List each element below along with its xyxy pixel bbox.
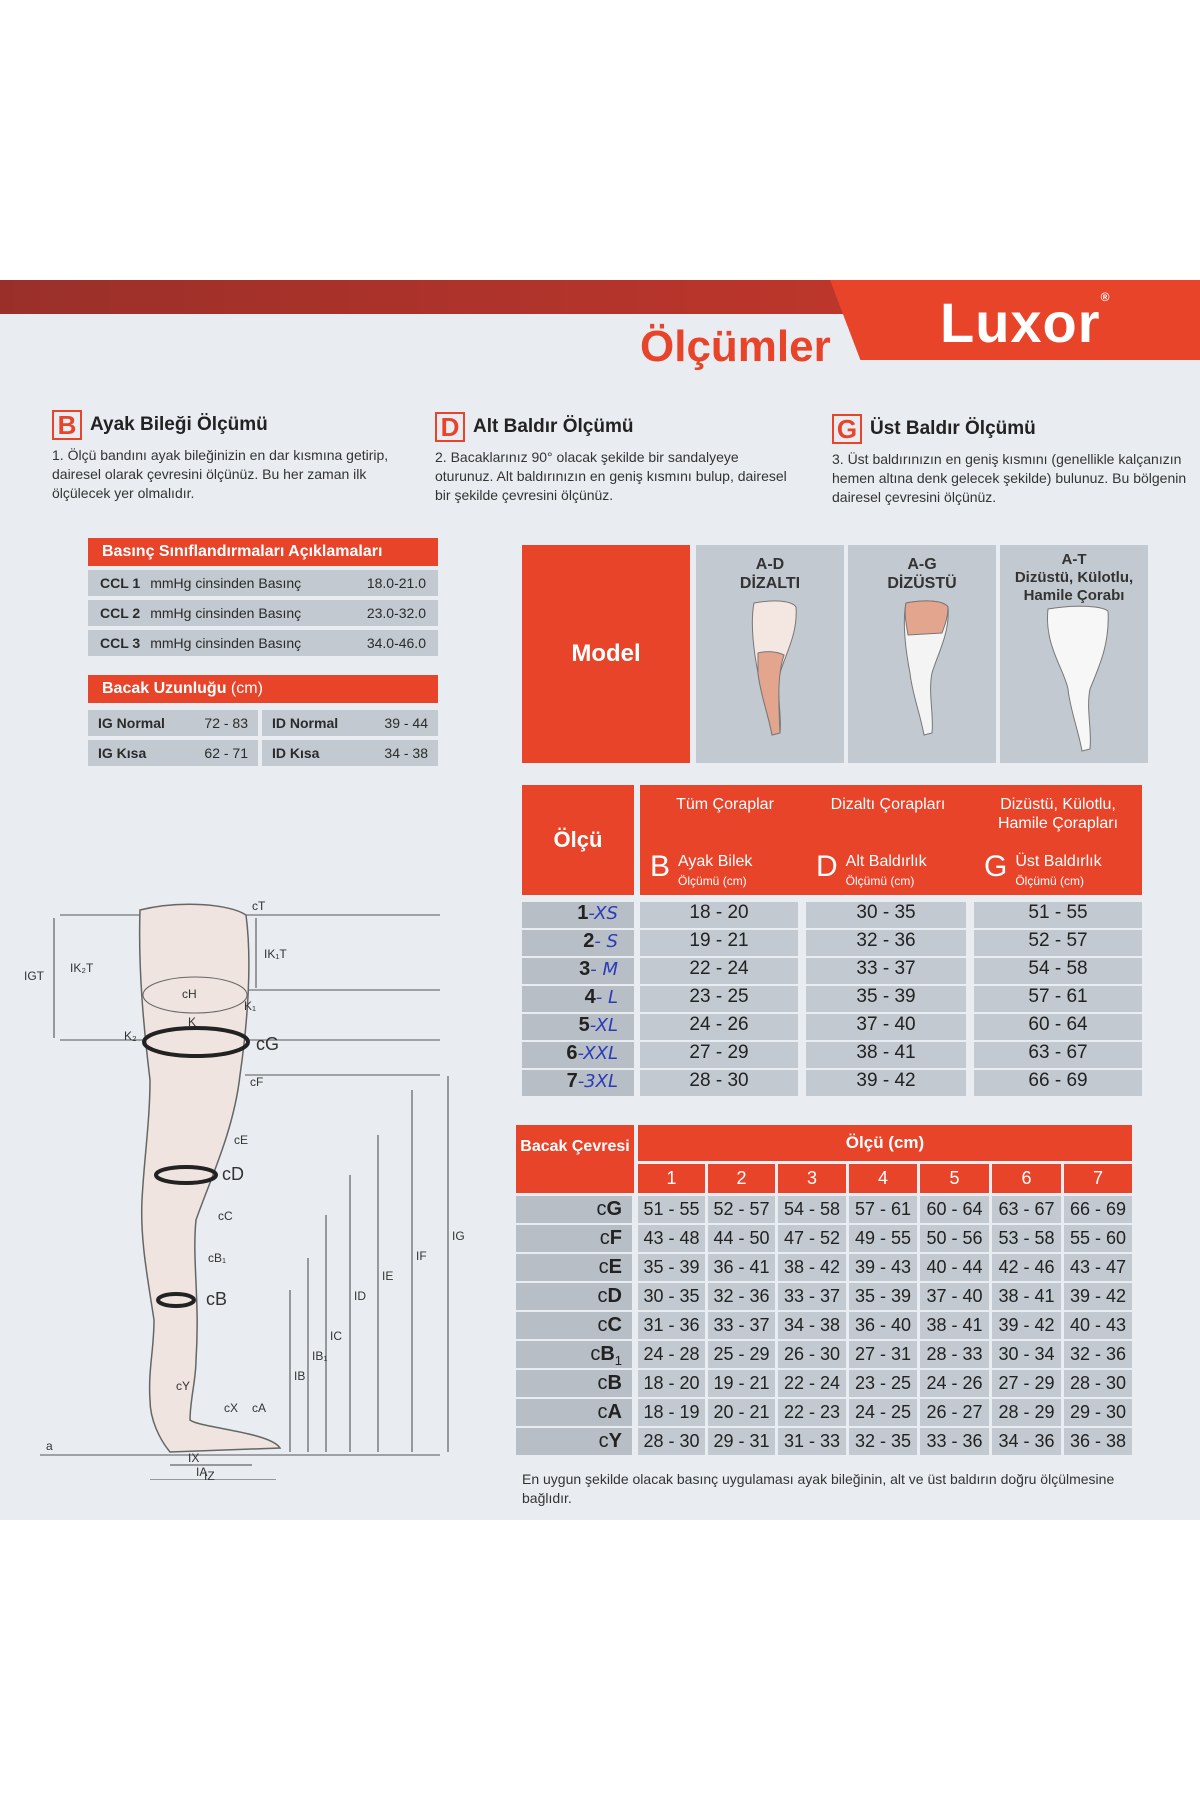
section-ankle [52,410,412,503]
circ-cell: 57 - 61 [849,1196,917,1223]
section-letter: B [52,410,82,440]
circ-row-label: cA [516,1399,632,1426]
circ-cell: 42 - 46 [992,1254,1061,1281]
model-card-ag: A-G DİZÜSTÜ [848,545,996,763]
circ-cell: 28 - 30 [638,1428,705,1455]
section-heading: Üst Baldır Ölçümü [870,418,1036,439]
circ-size-2: 2 [705,1161,775,1193]
svg-text:cB: cB [206,1289,228,1309]
svg-text:cE: cE [234,1133,249,1147]
size-cell: 37 - 40 [806,1014,966,1040]
circ-cell: 27 - 29 [992,1370,1061,1397]
circ-cell: 34 - 38 [778,1312,846,1339]
circ-cell: 22 - 23 [778,1399,846,1426]
size-cell: 39 - 42 [806,1070,966,1096]
size-cell: 35 - 39 [806,986,966,1012]
svg-text:IA: IA [196,1465,208,1479]
knee-stocking-icon [696,593,844,743]
size-label: 3- M [522,958,634,984]
circ-cell: 54 - 58 [778,1196,846,1223]
leg-measurement-diagram [20,880,480,1480]
circ-row-label: cE [516,1254,632,1281]
section-text: 3. Üst baldırınızın en geniş kısmını (genellikle kalçanızın hemen altına denk gelecek şekilde) bulunuz. Bu bölgenin dairesel çevresini ölçünüz. [832,451,1187,505]
size-cell: 66 - 69 [974,1070,1142,1096]
col-group-all: Tüm Çoraplar [676,796,774,813]
size-label: 2- S [522,930,634,956]
circ-cell: 26 - 27 [920,1399,989,1426]
pressure-row: CCL 2 mmHg cinsinden Basınç 23.0-32.0 [88,600,438,628]
circ-cell: 63 - 67 [992,1196,1061,1223]
circ-row-label: cG [516,1196,632,1223]
circ-cell: 29 - 31 [708,1428,775,1455]
size-cell: 32 - 36 [806,930,966,956]
circ-row-label: cY [516,1428,632,1455]
size-cell: 54 - 58 [974,958,1142,984]
leg-length-cell: ID Normal 39 - 44 [262,710,438,738]
circ-size-1: 1 [635,1161,705,1193]
circ-cell: 39 - 42 [992,1312,1061,1339]
section-lower-calf [435,412,795,505]
circ-cell: 66 - 69 [1064,1196,1132,1223]
svg-text:IZ: IZ [204,1469,215,1480]
svg-text:IGT: IGT [24,969,44,983]
pressure-title: Basınç Sınıflandırmaları Açıklamaları [88,538,438,566]
size-label: 5-XL [522,1014,634,1040]
leg-length-cell: IG Kısa 62 - 71 [88,740,258,768]
pressure-row: CCL 1 mmHg cinsinden Basınç 18.0-21.0 [88,570,438,598]
circ-cell: 29 - 30 [1064,1399,1132,1426]
circ-cell: 35 - 39 [849,1283,917,1310]
circ-cell: 38 - 41 [992,1283,1061,1310]
circ-label: Bacak Çevresi [516,1125,634,1193]
model-label: Model [522,545,690,763]
circ-cell: 40 - 43 [1064,1312,1132,1339]
size-cell: 19 - 21 [640,930,798,956]
circ-cell: 35 - 39 [638,1254,705,1281]
size-cell: 24 - 26 [640,1014,798,1040]
svg-text:a: a [46,1439,53,1453]
circ-size-6: 6 [989,1161,1061,1193]
section-heading: Ayak Bileği Ölçümü [90,414,268,435]
size-cell: 28 - 30 [640,1070,798,1096]
circ-cell: 40 - 44 [920,1254,989,1281]
circ-group-header: Ölçü (cm) [638,1125,1132,1161]
svg-text:IK₁T: IK₁T [264,947,287,961]
pressure-row: CCL 3 mmHg cinsinden Basınç 34.0-46.0 [88,630,438,658]
circ-cell: 47 - 52 [778,1225,846,1252]
col-upper-thigh: G Üst Baldırlık Ölçümü (cm) [984,850,1102,888]
svg-text:IC: IC [330,1329,342,1343]
circ-cell: 24 - 26 [920,1370,989,1397]
circ-cell: 60 - 64 [920,1196,989,1223]
size-label: 7-3XL [522,1070,634,1096]
svg-text:ID: ID [354,1289,366,1303]
size-cell: 52 - 57 [974,930,1142,956]
circ-cell: 18 - 19 [638,1399,705,1426]
svg-text:cH: cH [182,987,197,1001]
circ-cell: 25 - 29 [708,1341,775,1368]
page-title: Ölçümler [640,322,831,371]
circ-cell: 28 - 29 [992,1399,1061,1426]
circ-cell: 18 - 20 [638,1370,705,1397]
svg-text:cY: cY [176,1379,191,1393]
svg-text:IB: IB [294,1369,306,1383]
circ-cell: 55 - 60 [1064,1225,1132,1252]
circ-cell: 39 - 42 [1064,1283,1132,1310]
size-cell: 38 - 41 [806,1042,966,1068]
svg-text:IF: IF [416,1249,427,1263]
circ-cell: 28 - 30 [1064,1370,1132,1397]
section-heading: Alt Baldır Ölçümü [473,416,634,437]
circ-row-label: cB [516,1370,632,1397]
circ-cell: 32 - 36 [708,1283,775,1310]
circ-cell: 31 - 33 [778,1428,846,1455]
circ-cell: 32 - 35 [849,1428,917,1455]
circ-row-label: $cB_1$ [516,1341,632,1368]
circ-cell: 39 - 43 [849,1254,917,1281]
svg-text:cA: cA [252,1401,267,1415]
circ-cell: 27 - 31 [849,1341,917,1368]
section-upper-thigh [832,414,1192,507]
circ-cell: 23 - 25 [849,1370,917,1397]
col-lower-calf: D Alt Baldırlık Ölçümü (cm) [816,850,927,888]
footnote: En uygun şekilde olacak basınç uygulaması ayak bileğinin, alt ve üst baldırın doğru ölçülmesine bağlıdır. [522,1471,1115,1506]
svg-text:cT: cT [252,899,266,913]
circ-cell: 37 - 40 [920,1283,989,1310]
circ-size-3: 3 [775,1161,846,1193]
circ-cell: 44 - 50 [708,1225,775,1252]
size-cell: 51 - 55 [974,902,1142,928]
size-cell: 22 - 24 [640,958,798,984]
measurement-sheet [0,280,1200,1520]
svg-text:cC: cC [218,1209,233,1223]
svg-text:K₁: K₁ [244,999,257,1013]
svg-text:cX: cX [224,1401,239,1415]
col-group-below-knee: Dizaltı Çorapları [830,796,946,813]
circ-row-label: cF [516,1225,632,1252]
size-cell: 18 - 20 [640,902,798,928]
circ-cell: 24 - 28 [638,1341,705,1368]
model-card-at: A-T Dizüstü, Külotlu, Hamile Çorabı [1000,545,1148,763]
svg-text:K: K [188,1015,197,1029]
size-column-header: Ölçü [522,785,634,895]
circ-cell: 53 - 58 [992,1225,1061,1252]
section-text: 1. Ölçü bandını ayak bileğinizin en dar kısmına getirip, dairesel olarak çevresini ölçünüz. Bu her zaman ilk ölçülecek yer olmalıdır. [52,447,389,501]
circ-cell: 50 - 56 [920,1225,989,1252]
circ-cell: 43 - 47 [1064,1254,1132,1281]
size-cell: 23 - 25 [640,986,798,1012]
svg-text:IG: IG [452,1229,465,1243]
col-group-above-knee: Dizüstü, Külotlu, Hamile Çorapları [997,796,1119,832]
size-label: 4- L [522,986,634,1012]
circ-row-label: cC [516,1312,632,1339]
circ-cell: 51 - 55 [638,1196,705,1223]
circ-size-4: 4 [846,1161,917,1193]
svg-text:IK₂T: IK₂T [70,961,94,975]
svg-text:cF: cF [250,1075,264,1089]
circ-cell: 30 - 34 [992,1341,1061,1368]
svg-text:K₂: K₂ [124,1029,137,1043]
size-cell: 60 - 64 [974,1014,1142,1040]
circ-cell: 30 - 35 [638,1283,705,1310]
circ-cell: 20 - 21 [708,1399,775,1426]
circ-cell: 36 - 40 [849,1312,917,1339]
svg-text:IB₁: IB₁ [312,1349,328,1363]
circ-row-label: cD [516,1283,632,1310]
circ-cell: 31 - 36 [638,1312,705,1339]
size-cell: 57 - 61 [974,986,1142,1012]
circ-cell: 49 - 55 [849,1225,917,1252]
col-ankle: B Ayak Bilek Ölçümü (cm) [650,850,753,888]
section-letter: G [832,414,862,444]
circ-cell: 22 - 24 [778,1370,846,1397]
size-cell: 33 - 37 [806,958,966,984]
circ-cell: 38 - 41 [920,1312,989,1339]
circ-size-5: 5 [917,1161,989,1193]
size-cell: 30 - 35 [806,902,966,928]
leg-length-title: Bacak Uzunluğu (cm) [88,675,438,703]
circ-cell: 33 - 37 [778,1283,846,1310]
brand-logo: Luxor® [940,290,1111,354]
svg-text:cD: cD [222,1164,244,1184]
size-label: 6-XXL [522,1042,634,1068]
thigh-stocking-icon [848,593,996,743]
circ-cell: 43 - 48 [638,1225,705,1252]
circ-cell: 32 - 36 [1064,1341,1132,1368]
size-cell: 27 - 29 [640,1042,798,1068]
section-letter: D [435,412,465,442]
circ-cell: 26 - 30 [778,1341,846,1368]
svg-text:IX: IX [188,1451,200,1465]
section-text: 2. Bacaklarınız 90° olacak şekilde bir sandalyeye oturunuz. Alt baldırınızın en geniş kısmını bulup, dairesel bir şekilde çevresini ölçünüz. [435,449,787,503]
circ-size-7: 7 [1061,1161,1132,1193]
leg-length-cell: IG Normal 72 - 83 [88,710,258,738]
svg-text:cG: cG [256,1034,280,1054]
circ-cell: 38 - 42 [778,1254,846,1281]
circ-cell: 36 - 41 [708,1254,775,1281]
size-label: 1-XS [522,902,634,928]
circ-cell: 33 - 37 [708,1312,775,1339]
model-card-ad: A-D DİZALTI [696,545,844,763]
leg-length-cell: ID Kısa 34 - 38 [262,740,438,768]
circ-cell: 24 - 25 [849,1399,917,1426]
svg-text:IE: IE [382,1269,394,1283]
pantyhose-icon [1000,605,1148,755]
circ-cell: 19 - 21 [708,1370,775,1397]
circ-cell: 34 - 36 [992,1428,1061,1455]
circ-cell: 28 - 33 [920,1341,989,1368]
circ-cell: 52 - 57 [708,1196,775,1223]
circ-cell: 33 - 36 [920,1428,989,1455]
svg-text:cB₁: cB₁ [208,1251,227,1265]
circ-cell: 36 - 38 [1064,1428,1132,1455]
size-cell: 63 - 67 [974,1042,1142,1068]
